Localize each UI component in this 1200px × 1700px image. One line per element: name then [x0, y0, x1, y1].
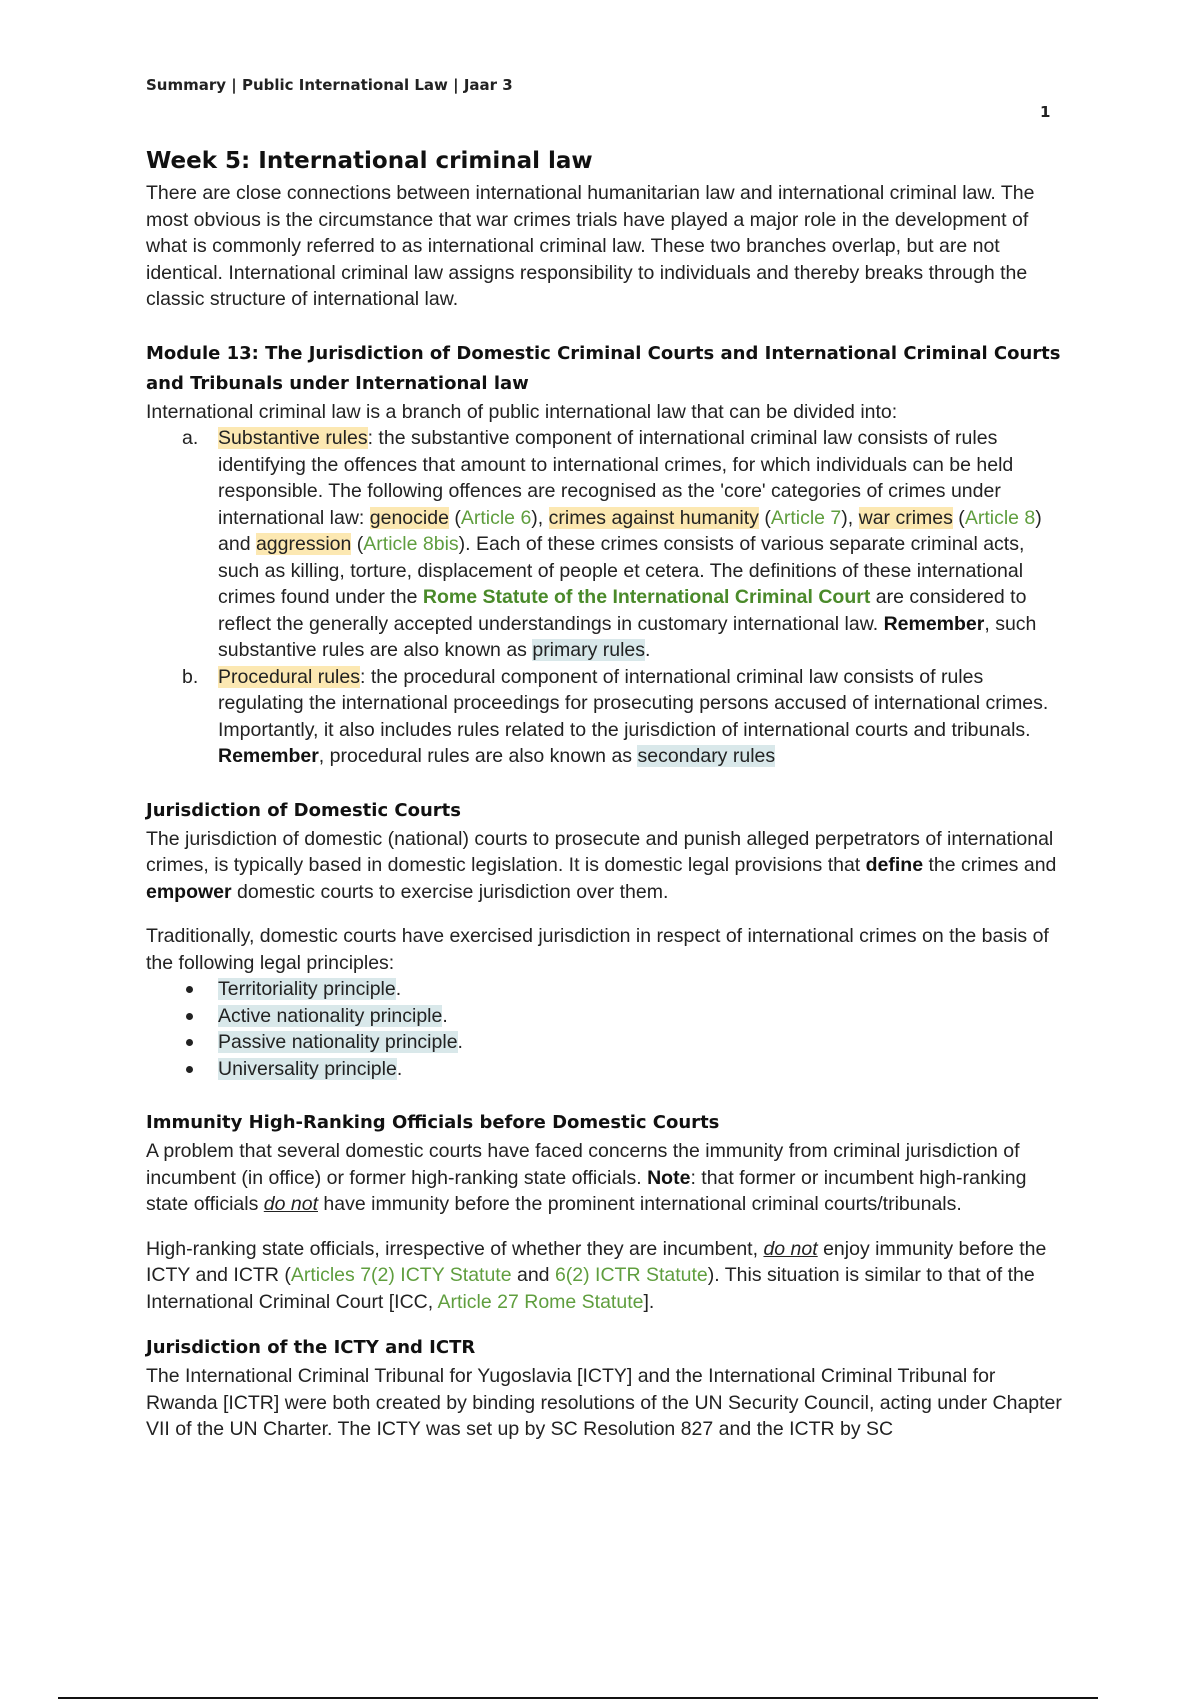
principle-territoriality: Territoriality principle [218, 978, 396, 1000]
module-13-intro: International criminal law is a branch of public international law that can be divided into: [146, 400, 898, 423]
article-reference: Article 27 Rome Statute [437, 1290, 644, 1313]
text-span: ( [952, 506, 965, 529]
list-item [146, 1003, 1066, 1030]
week-intro: There are close connections between international humanitarian law and international criminal law. The most obvious is the circumstance that war crimes trials have played a major role in the development of what is commonly referred to as international criminal law. These two branches overlap, but are not identical. International criminal law assigns responsibility to individuals and thereby breaks through the classic structure of international law. [146, 182, 1035, 310]
page-number: 1 [1040, 103, 1051, 121]
text-span: have immunity before the prominent international criminal courts/tribunals. [318, 1193, 962, 1215]
immunity-paragraph-2 [146, 1236, 1066, 1316]
text-span: The jurisdiction of domestic (national) courts to prosecute and punish alleged perpetrators of international crimes, is typically based in domestic legislation. It is domestic legal provisions that [146, 827, 1054, 876]
principle-passive-nationality: Passive nationality principle [218, 1031, 458, 1053]
domestic-courts-title: Jurisdiction of Domestic Courts [146, 799, 461, 821]
list-marker: a. [182, 427, 199, 449]
text-span: , procedural rules are also known as [318, 745, 638, 767]
bullet-icon [186, 986, 193, 993]
statute-reference: Rome Statute of the International Criminal Court [422, 586, 871, 608]
icty-ictr-title: Jurisdiction of the ICTY and ICTR [146, 1337, 476, 1358]
text-span: and [511, 1264, 555, 1286]
article-reference: Article 6 [460, 506, 532, 529]
text-span: . [645, 639, 651, 661]
bold-define: define [865, 854, 924, 876]
text-span: ) and [218, 506, 1042, 555]
bold-remember: Remember [218, 745, 319, 767]
list-marker: b. [182, 665, 199, 688]
list-item [146, 664, 1066, 770]
principles-list [146, 976, 1066, 1082]
highlight-term: Substantive rules [218, 427, 368, 449]
domestic-courts-paragraph [146, 826, 1066, 906]
immunity-paragraph-1 [146, 1138, 1066, 1218]
principles-intro: Traditionally, domestic courts have exercised jurisdiction in respect of international crimes on the basis of the following legal principles: [146, 925, 1049, 974]
highlight-term: Procedural rules [218, 665, 360, 688]
text-span: : the substantive component of international criminal law consists of rules identifying the offences that amount to international crimes, for which individuals can be held responsible. The following offences are recognised as the 'core' categories of crimes under international law: [218, 427, 1014, 529]
list-item [146, 425, 1066, 664]
bullet-icon [186, 1039, 193, 1046]
text-span: , such substantive rules are also known as [218, 612, 1037, 661]
highlight-term: war crimes [858, 506, 953, 529]
text-span: . [442, 1004, 448, 1027]
bullet-icon [186, 1066, 193, 1073]
text-span: High-ranking state officials, irrespective of whether they are incumbent, [146, 1237, 764, 1260]
list-item [146, 1056, 1066, 1083]
emphasis-do-not: do not [263, 1193, 318, 1215]
text-span: the crimes and [923, 854, 1057, 876]
text-span: ), [531, 506, 549, 529]
text-span: domestic courts to exercise jurisdiction over them. [231, 880, 669, 903]
text-span: ( [758, 506, 771, 529]
page-divider [58, 1697, 1098, 1699]
list-item [146, 976, 1066, 1003]
text-span: ), [841, 506, 859, 529]
emphasis-do-not: do not [763, 1237, 818, 1260]
week-title: Week 5: International criminal law [146, 148, 593, 174]
article-reference: Article 8bis [363, 533, 459, 555]
article-reference: Articles 7(2) ICTY Statute [290, 1264, 512, 1286]
article-reference: Article 8 [964, 506, 1036, 529]
highlight-term: primary rules [532, 639, 646, 661]
icty-ictr-paragraph: The International Criminal Tribunal for Yugoslavia [ICTY] and the International Criminal Tribunal for Rwanda [ICTR] were both created by binding resolutions of the UN Security Council, acting under Chapter VII of the UN Charter. The ICTY was set up by SC Resolution 827 and the ICTR by SC [146, 1365, 1062, 1440]
text-span: ( [351, 533, 364, 555]
bold-remember: Remember [883, 612, 985, 635]
immunity-title: Immunity High-Ranking Officials before Domestic Courts [146, 1112, 720, 1133]
text-span: : the procedural component of international criminal law consists of rules regulating the international proceedings for prosecuting persons accused of international crimes. Importantly, it also includes rules related to the jurisdiction of international courts and tribunals. [218, 665, 1049, 741]
text-span: . [396, 1057, 403, 1080]
highlight-term: crimes against humanity [548, 506, 759, 529]
text-span: A problem that several domestic courts have faced concerns the immunity from criminal jurisdiction of incumbent (in office) or former high-ranking state officials. [146, 1140, 1020, 1189]
text-span: ( [448, 506, 461, 529]
article-reference: 6(2) ICTR Statute [554, 1264, 708, 1286]
text-span: ]. [643, 1290, 655, 1313]
principle-universality: Universality principle [218, 1057, 397, 1080]
bold-empower: empower [146, 880, 232, 903]
text-span: : that former or incumbent high-ranking state officials [146, 1166, 1027, 1215]
text-span: are considered to reflect the generally accepted understandings in customary international law. [218, 586, 1027, 635]
highlight-term: aggression [255, 533, 352, 555]
text-span: . [457, 1031, 463, 1053]
principle-active-nationality: Active nationality principle [218, 1004, 443, 1027]
article-reference: Article 7 [770, 506, 842, 529]
text-span: . [395, 978, 402, 1000]
document-header: Summary | Public International Law | Jaar 3 [146, 76, 513, 94]
highlight-term: genocide [369, 506, 449, 529]
bullet-icon [186, 1013, 193, 1020]
text-span: ). Each of these crimes consists of various separate criminal acts, such as killing, torture, displacement of people et cetera. The definitions of these international crimes found under the [218, 533, 1025, 608]
highlight-term: secondary rules [637, 745, 776, 767]
rules-list [146, 425, 1066, 770]
document-body [146, 146, 1066, 1443]
text-span: enjoy immunity before the ICTY and ICTR ( [146, 1237, 1047, 1286]
list-item [146, 1029, 1066, 1056]
text-span: ). This situation is similar to that of the International Criminal Court [ICC, [146, 1264, 1035, 1313]
module-13-title: Module 13: The Jurisdiction of Domestic Criminal Courts and International Criminal Courts and Tribunals under International law [146, 342, 1061, 394]
bold-note: Note [647, 1166, 691, 1189]
